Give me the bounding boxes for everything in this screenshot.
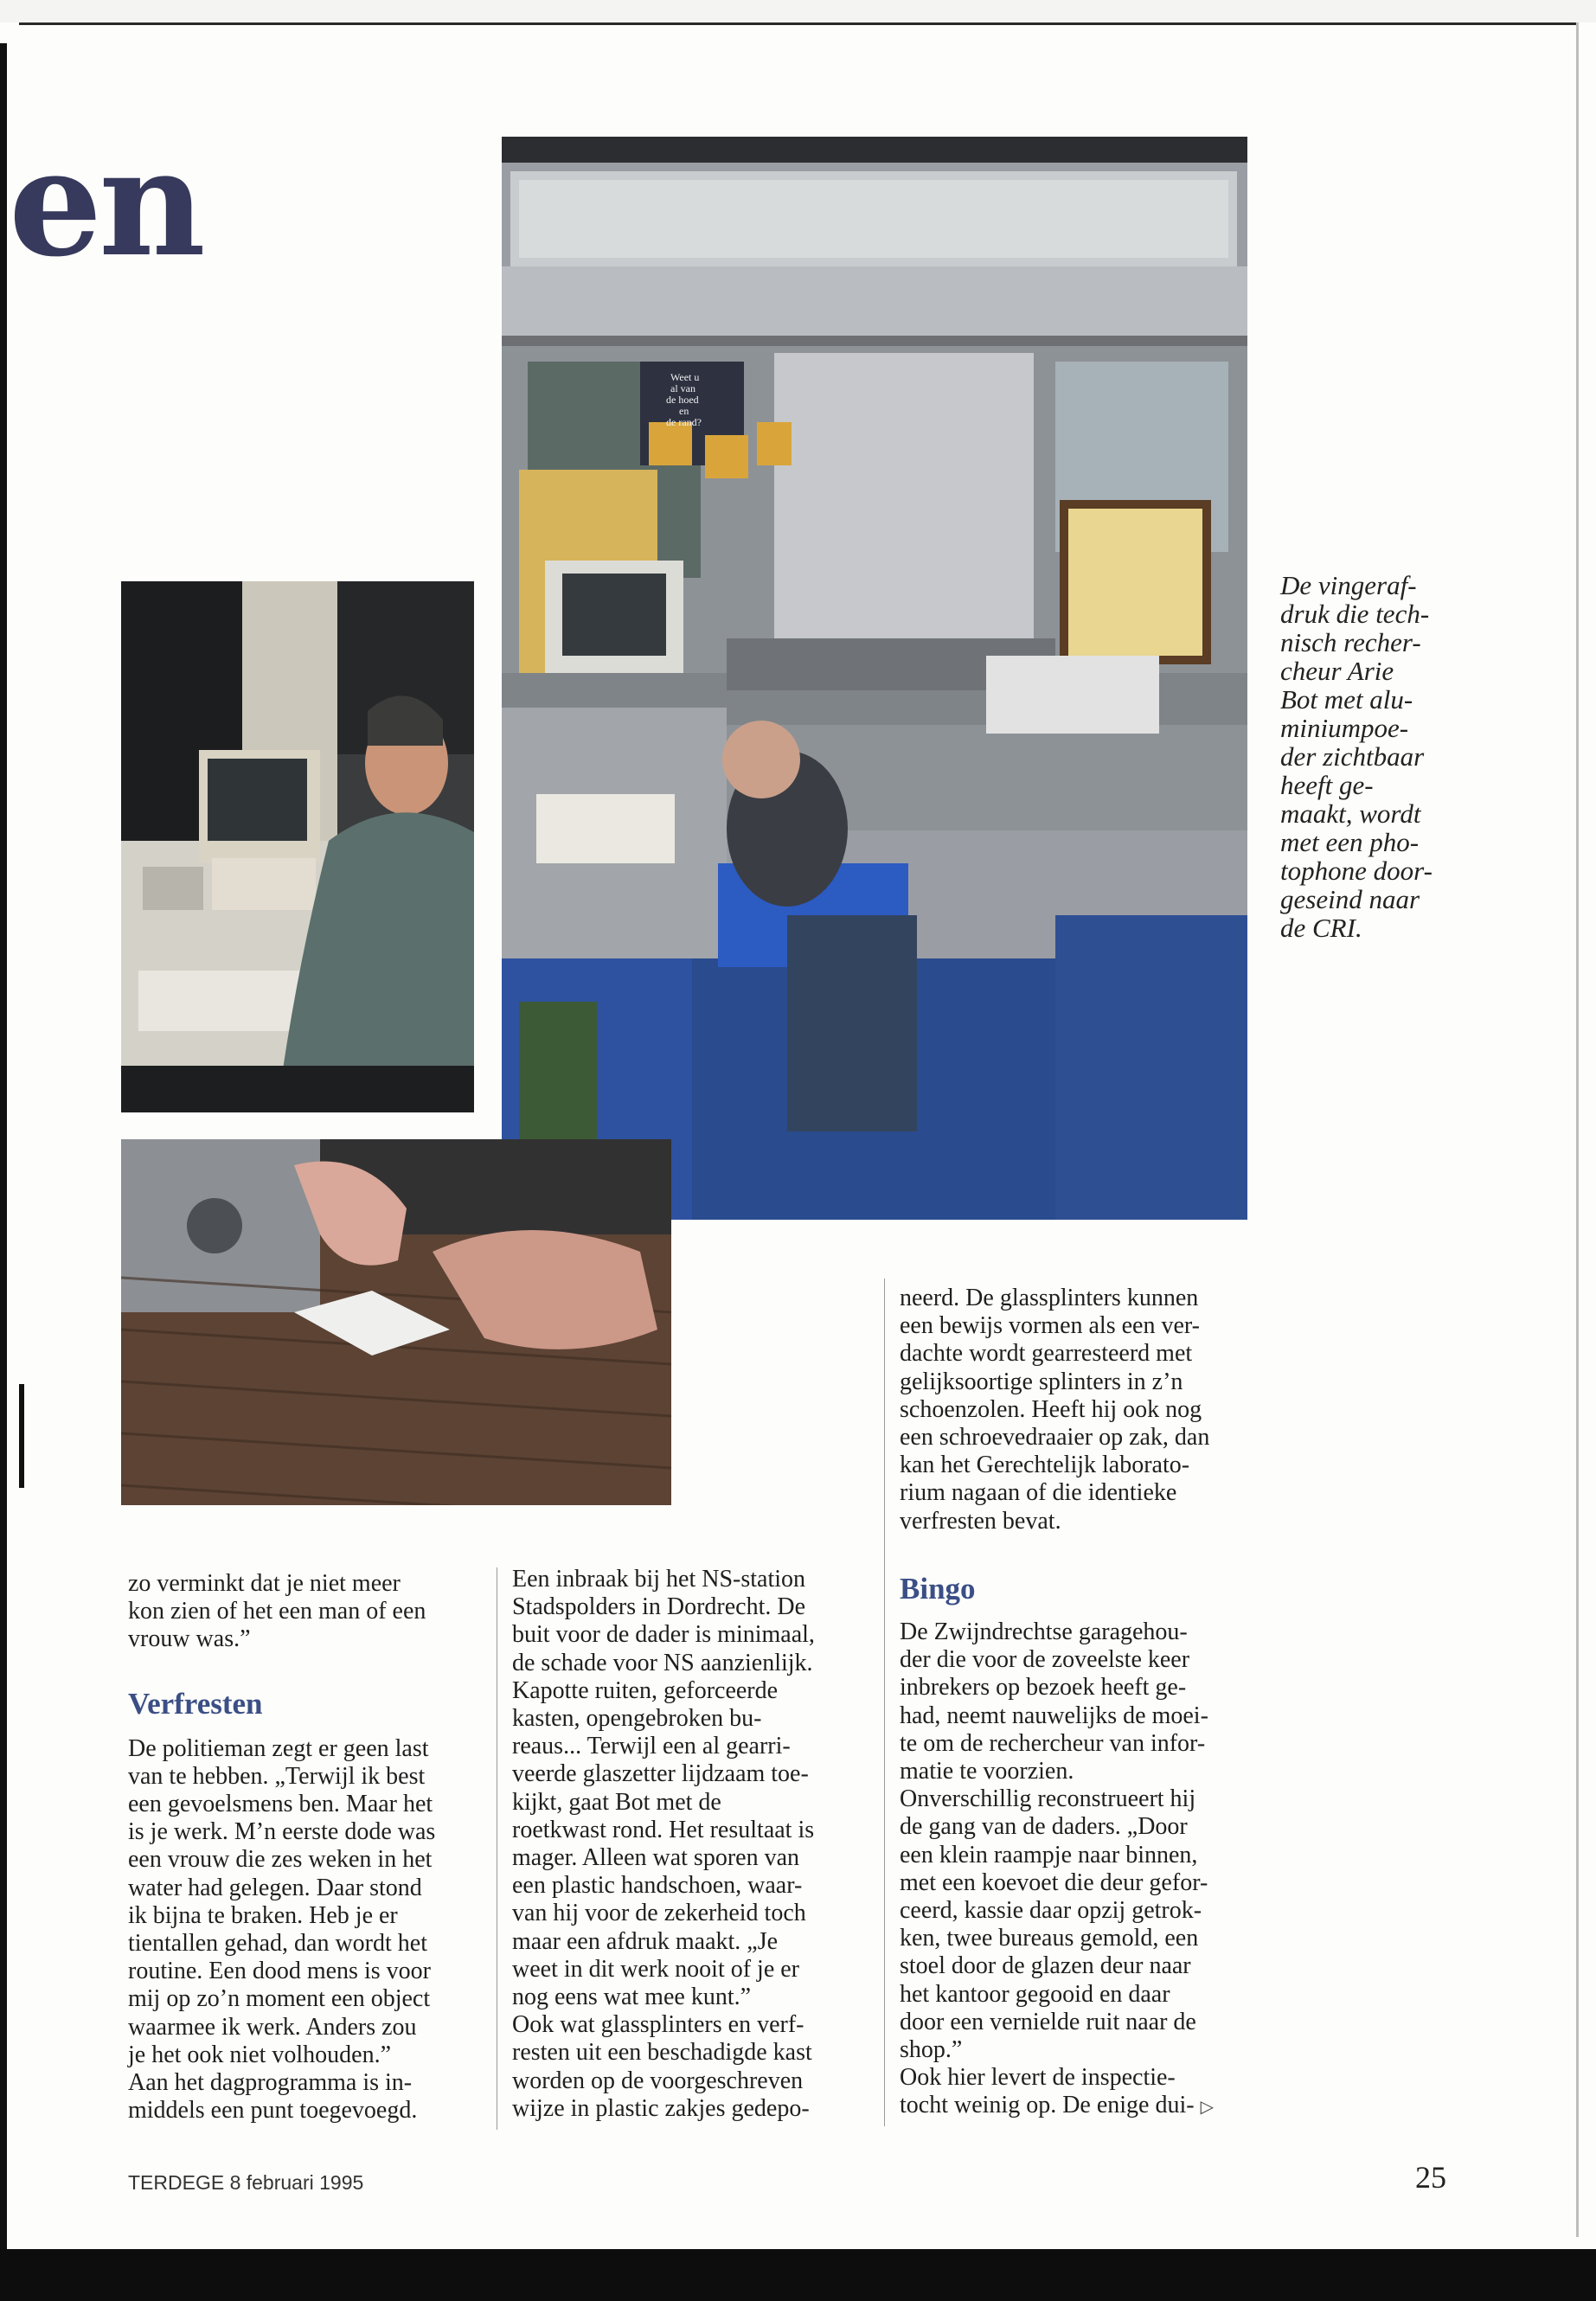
column1-intro: zo verminkt dat je niet meer kon zien of het een man of een vrouw was.” [128, 1570, 426, 1653]
column3-body-text: De Zwijndrechtse garagehou- der die voor de zoveelste keer inbrekers op bezoek heeft ge- had, neemt nauwelijks de moei- te om de rechercheur van infor- matie te voorzien. Onverschillig reconstrueert hij de gang van de daders. „Door een klein raampje naar binnen, met een koevoet die deur gefor- ceerd, kassie daar opzij getrok- ken, twee bureaus gemold, een stoel door de glazen deur naar het kantoor gegooid en daar door een vernielde ruit naar de shop.” Ook hier levert de inspectie- tocht weinig op. De enige dui- [900, 1618, 1208, 2119]
page-left-edge [0, 43, 7, 2258]
article-column-2 [512, 1566, 875, 2123]
page-bottom-edge [0, 2249, 1596, 2301]
headline-fragment: en [9, 117, 202, 290]
article-column-3-top [900, 1285, 1272, 1535]
photo-fingerprint-card [121, 1139, 671, 1505]
section-heading-bingo: Bingo [900, 1572, 976, 1606]
footer-magazine-date: TERDEGE 8 februari 1995 [128, 2171, 364, 2194]
poster-text: Weet u al van de hoed en de rand? [666, 371, 702, 428]
photo-caption: De vingeraf- druk die tech- nisch recher- cheur Arie Bot met alu- miniumpoe- der zichtbaar heeft ge- maakt, wordt met een pho- tophone door- geseind naar de CRI. [1280, 570, 1433, 943]
column1-body: De politieman zegt er geen last van te hebben. „Terwijl ik best een gevoelsmens ben. Maar het is je werk. M’n eerste dode was een vrouw die zes weken in het water had gelegen. Daar stond ik bijna te braken. Heb je er tientallen gehad, dan wordt het routine. Een dood mens is voor mij op zo’n moment een object waarmee ik werk. Anders zou je het ook niet volhouden.” Aan het dagprogramma is in- middels een punt toegevoegd. [128, 1734, 436, 2125]
photo-computer-operator [121, 581, 474, 1112]
photo-office-fingerprint-desk [502, 137, 1247, 1220]
page-number: 25 [1415, 2160, 1446, 2195]
article-column-1 [128, 1570, 474, 2125]
column3-top: neerd. De glassplinters kunnen een bewijs vormen als een ver- dachte wordt gearresteerd met gelijksoortige splinters in z’n schoenzolen. Heeft hij ook nog een schroevedraaier op zak, dan kan het Gerechtelijk laborato- rium nagaan of die identieke verfresten bevat. [900, 1285, 1210, 1535]
scan-margin-top [0, 0, 1596, 22]
section-heading-verfresten: Verfresten [128, 1686, 263, 1721]
column2-body: Een inbraak bij het NS-station Stadspolders in Dordrecht. De buit voor de dader is minimaal, de schade voor NS aanzienlijk. Kapotte ruiten, geforceerde kasten, opengebroken bu- reaus... Terwijl een al gearri- veerde glaszetter lijdzaam toe- kijkt, gaat Bot met de roetkwast rond. Het resultaat is mager. Alleen wat sporen van een plastic handschoen, waar- van hij voor de zekerheid toch maar een afdruk maakt. „Je weet in dit werk nooit of je er nog eens wat mee kunt.” Ook wat glassplinters en verf- resten uit een beschadigde kast worden op de voorgeschreven wijze in plastic zakjes gedepo- [512, 1566, 815, 2122]
binding-shadow [19, 1384, 24, 1488]
page-right-edge [1576, 22, 1579, 2237]
column3-body [900, 1618, 1214, 2118]
page-top-rule [19, 22, 1576, 25]
column-divider-2 [884, 1279, 885, 2126]
article-column-3 [900, 1572, 1272, 2122]
continue-arrow-icon: ▷ [1200, 2098, 1214, 2118]
